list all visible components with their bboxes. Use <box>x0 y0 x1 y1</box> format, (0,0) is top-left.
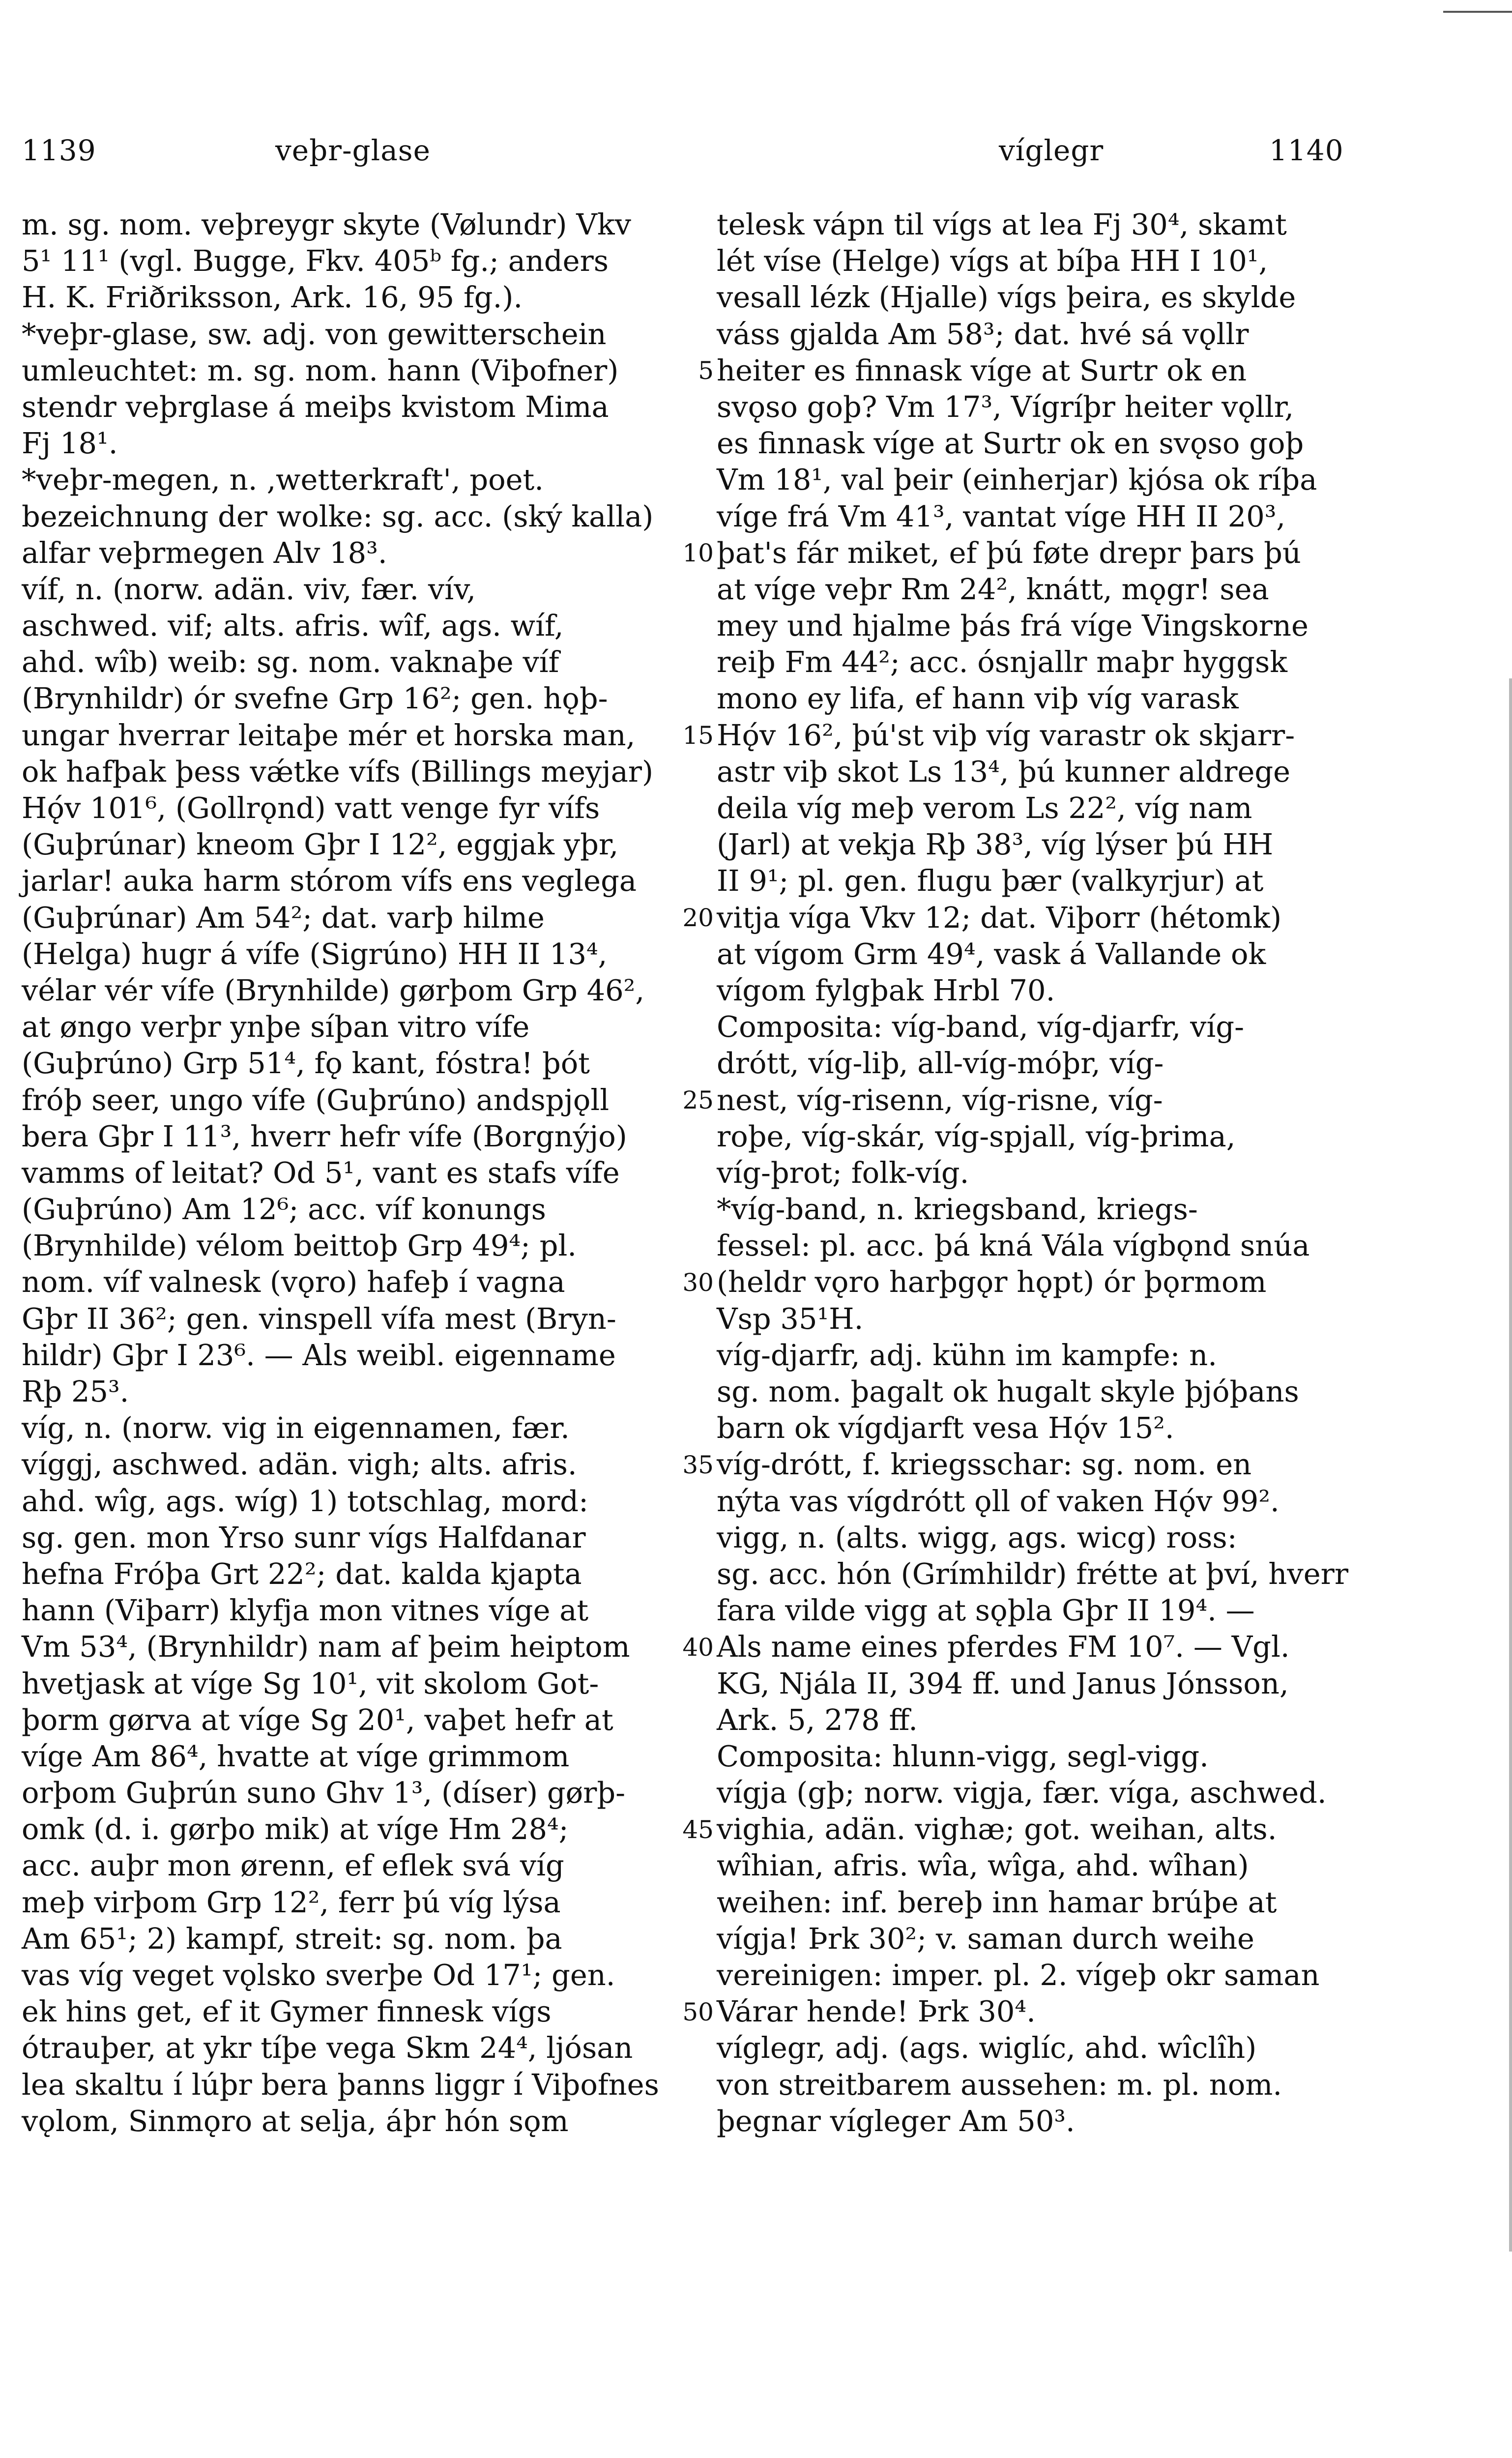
line-number: 45 <box>682 1815 714 1844</box>
text-line: *veþr-glase, sw. adj. von gewitterschein <box>22 317 607 351</box>
text-line: H. K. Friðriksson, Ark. 16, 95 fg.). <box>22 280 523 315</box>
text-line: vighia, adän. vighæ; got. weihan, alts. <box>717 1812 1277 1846</box>
text-line: lea skaltu í lúþr bera þanns liggr í Viþofnes <box>22 2067 659 2102</box>
text-line: Fj 18¹. <box>22 426 118 461</box>
text-line: (Guþrúno) Am 12⁶; acc. víf konungs <box>22 1192 546 1227</box>
text-line: þegnar vígleger Am 50³. <box>717 2104 1075 2138</box>
running-head-right: víglegr <box>999 134 1104 167</box>
text-line: hvetjask at víge Sg 10¹, vit skolom Got- <box>22 1666 599 1700</box>
text-line: lét víse (Helge) vígs at bíþa HH I 10¹, <box>717 244 1268 278</box>
page-number-left: 1139 <box>22 134 96 167</box>
text-line: roþe, víg-skár, víg-spjall, víg-þrima, <box>717 1119 1236 1153</box>
text-line: víf, n. (norw. adän. viv, fær. vív, <box>22 572 476 606</box>
text-line: *veþr-megen, n. ‚wetterkraft', poet. <box>22 463 544 497</box>
text-line: weihen: inf. bereþ inn hamar brúþe at <box>717 1885 1277 1919</box>
text-line: hildr) Gþr I 23⁶. — Als weibl. eigenname <box>22 1338 616 1372</box>
text-line: ungar hverrar leitaþe mér et horska man, <box>22 718 636 752</box>
text-line: vigg, n. (alts. wigg, ags. wicg) ross: <box>717 1520 1237 1554</box>
text-line: vígja! Þrk 30²; v. saman durch weihe <box>717 1921 1254 1956</box>
text-line: telesk vápn til vígs at lea Fj 30⁴, skamt <box>717 207 1287 241</box>
text-line: svǫso goþ? Vm 17³, Vígríþr heiter vǫllr, <box>717 389 1294 424</box>
line-number: 5 <box>698 356 714 385</box>
text-line: (Helga) hugr á vífe (Sigrúno) HH II 13⁴, <box>22 936 608 971</box>
line-number: 20 <box>682 903 714 932</box>
text-line: (Brynhildr) ór svefne Grp 16²; gen. hǫþ- <box>22 681 608 716</box>
text-line: jarlar! auka harm stórom vífs ens veglega <box>22 864 637 898</box>
text-line: Ark. 5, 278 ff. <box>717 1702 918 1737</box>
scan-border-line <box>1443 11 1512 13</box>
text-line: (Jarl) at vekja Rþ 38³, víg lýser þú HH <box>717 827 1274 862</box>
text-line: víglegr, adj. (ags. wiglíc, ahd. wîclîh) <box>717 2031 1257 2065</box>
text-line: m. sg. nom. veþreygr skyte (Vølundr) Vkv <box>22 207 631 241</box>
text-line: fróþ seer, ungo vífe (Guþrúno) andspjǫll <box>22 1083 610 1117</box>
text-line: umleuchtet: m. sg. nom. hann (Viþofner) <box>22 353 619 387</box>
text-line: deila víg meþ verom Ls 22², víg nam <box>717 791 1252 825</box>
text-line: víge Am 86⁴, hvatte at víge grimmom <box>22 1739 570 1773</box>
left-column <box>22 206 690 2139</box>
text-line: víg-djarfr, adj. kühn im kampfe: n. <box>717 1338 1218 1372</box>
text-line: ek hins get, ef it Gymer finnesk vígs <box>22 1994 552 2029</box>
text-line: Gþr II 36²; gen. vinspell vífa mest (Bryn- <box>22 1301 616 1336</box>
text-line: mono ey lifa, ef hann viþ víg varask <box>717 681 1239 716</box>
text-line: mey und hjalme þás frá víge Vingskorne <box>717 609 1308 643</box>
text-line: at vígom Grm 49⁴, vask á Vallande ok <box>717 936 1266 971</box>
text-line: Várar hende! Þrk 30⁴. <box>717 1994 1036 2029</box>
text-line: meþ virþom Grp 12², ferr þú víg lýsa <box>22 1885 561 1919</box>
text-line: víg-þrot; folk-víg. <box>717 1155 969 1190</box>
text-line: vígja (gþ; norw. vigja, fær. víga, aschwed. <box>717 1776 1327 1810</box>
text-line: bera Gþr I 11³, hverr hefr vífe (Borgnýjo) <box>22 1119 627 1153</box>
text-line: Hǫ́v 16², þú'st viþ víg varastr ok skjarr- <box>717 718 1295 752</box>
text-line: vamms of leitat? Od 5¹, vant es stafs vífe <box>22 1155 620 1190</box>
text-line: sg. gen. mon Yrso sunr vígs Halfdanar <box>22 1520 586 1554</box>
text-line: nýta vas vígdrótt ǫll of vaken Hǫ́v 99². <box>717 1484 1279 1518</box>
text-line: orþom Guþrún suno Ghv 1³, (díser) gørþ- <box>22 1776 626 1810</box>
text-line: (Brynhilde) vélom beittoþ Grp 49⁴; pl. <box>22 1229 577 1263</box>
text-line: fara vilde vigg at sǫþla Gþr II 19⁴. — <box>717 1593 1255 1628</box>
text-line: astr viþ skot Ls 13⁴, þú kunner aldrege <box>717 754 1291 789</box>
text-line: ótrauþer, at ykr tíþe vega Skm 24⁴, ljósan <box>22 2031 633 2065</box>
text-line: ahd. wîg, ags. wíg) 1) totschlag, mord: <box>22 1484 588 1518</box>
line-number: 35 <box>682 1450 714 1479</box>
text-line: Vm 18¹, val þeir (einherjar) kjósa ok ríþa <box>717 463 1317 497</box>
text-line: víg-drótt, f. kriegsschar: sg. nom. en <box>717 1447 1252 1482</box>
text-line: vǫlom, Sinmǫro at selja, áþr hón sǫm <box>22 2104 569 2138</box>
text-line: acc. auþr mon ørenn, ef eflek svá víg <box>22 1848 564 1883</box>
text-line: váss gjalda Am 58³; dat. hvé sá vǫllr <box>717 317 1249 351</box>
text-line: ahd. wîb) weib: sg. nom. vaknaþe víf <box>22 645 559 679</box>
text-line: þat's fár miket, ef þú føte drepr þars þú <box>717 535 1301 570</box>
text-line: at øngo verþr ynþe síþan vitro vífe <box>22 1010 530 1044</box>
text-line: 5¹ 11¹ (vgl. Bugge, Fkv. 405ᵇ fg.; anders <box>22 244 609 278</box>
line-number: 10 <box>682 538 714 567</box>
text-line: (Guþrúnar) kneom Gþr I 12², eggjak yþr, <box>22 827 619 862</box>
text-line: Als name eines pferdes FM 10⁷. — Vgl. <box>717 1630 1290 1664</box>
text-line: fessel: pl. acc. þá kná Vála vígbǫnd snúa <box>717 1229 1310 1263</box>
text-line: (heldr vǫro harþgǫr hǫpt) ór þǫrmom <box>717 1265 1267 1299</box>
right-column <box>717 206 1349 2139</box>
line-number: 15 <box>682 721 714 750</box>
text-line: sg. acc. hón (Grímhildr) frétte at því, hverr <box>717 1556 1349 1591</box>
text-line: nom. víf valnesk (vǫro) hafeþ í vagna <box>22 1265 565 1299</box>
text-line: Hǫ́v 101⁶, (Gollrǫnd) vatt venge fyr vífs <box>22 791 600 825</box>
text-line: at víge veþr Rm 24², knátt, mǫgr! sea <box>717 572 1269 606</box>
text-line: *víg-band, n. kriegsband, kriegs- <box>717 1192 1198 1227</box>
line-number: 40 <box>682 1633 714 1662</box>
text-line: nest, víg-risenn, víg-risne, víg- <box>717 1083 1163 1117</box>
scan-edge-shadow <box>1509 678 1512 2252</box>
text-line: vígom fylgþak Hrbl 70. <box>717 973 1055 1007</box>
text-line: vereinigen: imper. pl. 2. vígeþ okr saman <box>717 1958 1320 1992</box>
text-line: hann (Viþarr) klyfja mon vitnes víge at <box>22 1593 589 1628</box>
text-line: II 9¹; pl. gen. flugu þær (valkyrjur) at <box>717 864 1264 898</box>
running-head-left: veþr-glase <box>275 134 431 167</box>
text-line: (Guþrúnar) Am 54²; dat. varþ hilme <box>22 900 545 935</box>
line-number: 50 <box>682 1997 714 2026</box>
text-line: sg. nom. þagalt ok hugalt skyle þjóþans <box>717 1375 1299 1408</box>
text-line: omk (d. i. gørþo mik) at víge Hm 28⁴; <box>22 1812 569 1846</box>
text-line: vélar vér vífe (Brynhilde) gørþom Grp 46², <box>22 973 645 1007</box>
text-line: vesall lézk (Hjalle) vígs þeira, es skylde <box>717 280 1296 315</box>
text-line: von streitbarem aussehen: m. pl. nom. <box>717 2067 1282 2102</box>
text-line: Vsp 35¹H. <box>717 1301 864 1336</box>
text-line: víg, n. (norw. vig in eigennamen, fær. <box>22 1411 570 1445</box>
text-line: aschwed. vif; alts. afris. wîf, ags. wíf, <box>22 609 564 643</box>
text-line: es finnask víge at Surtr ok en svǫso goþ <box>717 426 1304 461</box>
text-line: Rþ 25³. <box>22 1375 129 1408</box>
text-line: Composita: víg-band, víg-djarfr, víg- <box>717 1010 1245 1044</box>
line-number: 30 <box>682 1268 714 1297</box>
text-line: (Guþrúno) Grp 51⁴, fǫ kant, fóstra! þót <box>22 1046 590 1081</box>
text-line: Vm 53⁴, (Brynhildr) nam af þeim heiptom <box>22 1630 630 1664</box>
text-line: alfar veþrmegen Alv 18³. <box>22 535 387 570</box>
text-line: ok hafþak þess vǽtke vífs (Billings meyjar) <box>22 754 654 789</box>
text-line: þorm gørva at víge Sg 20¹, vaþet hefr at <box>22 1702 613 1737</box>
text-line: stendr veþrglase á meiþs kvistom Mima <box>22 389 609 424</box>
text-line: KG, Njála II, 394 ff. und Janus Jónsson, <box>717 1666 1289 1700</box>
line-number: 25 <box>682 1085 714 1114</box>
text-line: drótt, víg-liþ, all-víg-móþr, víg- <box>717 1046 1164 1081</box>
text-line: Am 65¹; 2) kampf, streit: sg. nom. þa <box>22 1921 562 1956</box>
text-line: hefna Fróþa Grt 22²; dat. kalda kjapta <box>22 1556 582 1591</box>
text-line: wîhian, afris. wîa, wîga, ahd. wîhan) <box>717 1848 1249 1883</box>
text-line: víge frá Vm 41³, vantat víge HH II 20³, <box>717 499 1286 533</box>
text-line: vitja víga Vkv 12; dat. Viþorr (hétomk) <box>717 900 1282 935</box>
page-number-right: 1140 <box>1269 134 1344 167</box>
text-line: heiter es finnask víge at Surtr ok en <box>717 353 1247 387</box>
text-line: barn ok vígdjarft vesa Hǫ́v 15². <box>717 1411 1174 1445</box>
text-line: Composita: hlunn-vigg, segl-vigg. <box>717 1739 1209 1773</box>
text-line: reiþ Fm 44²; acc. ósnjallr maþr hyggsk <box>717 645 1287 679</box>
text-line: víggj, aschwed. adän. vigh; alts. afris. <box>22 1447 577 1482</box>
text-line: vas víg veget vǫlsko sverþe Od 17¹; gen. <box>22 1958 615 1992</box>
text-line: bezeichnung der wolke: sg. acc. (ský kalla) <box>22 499 654 533</box>
